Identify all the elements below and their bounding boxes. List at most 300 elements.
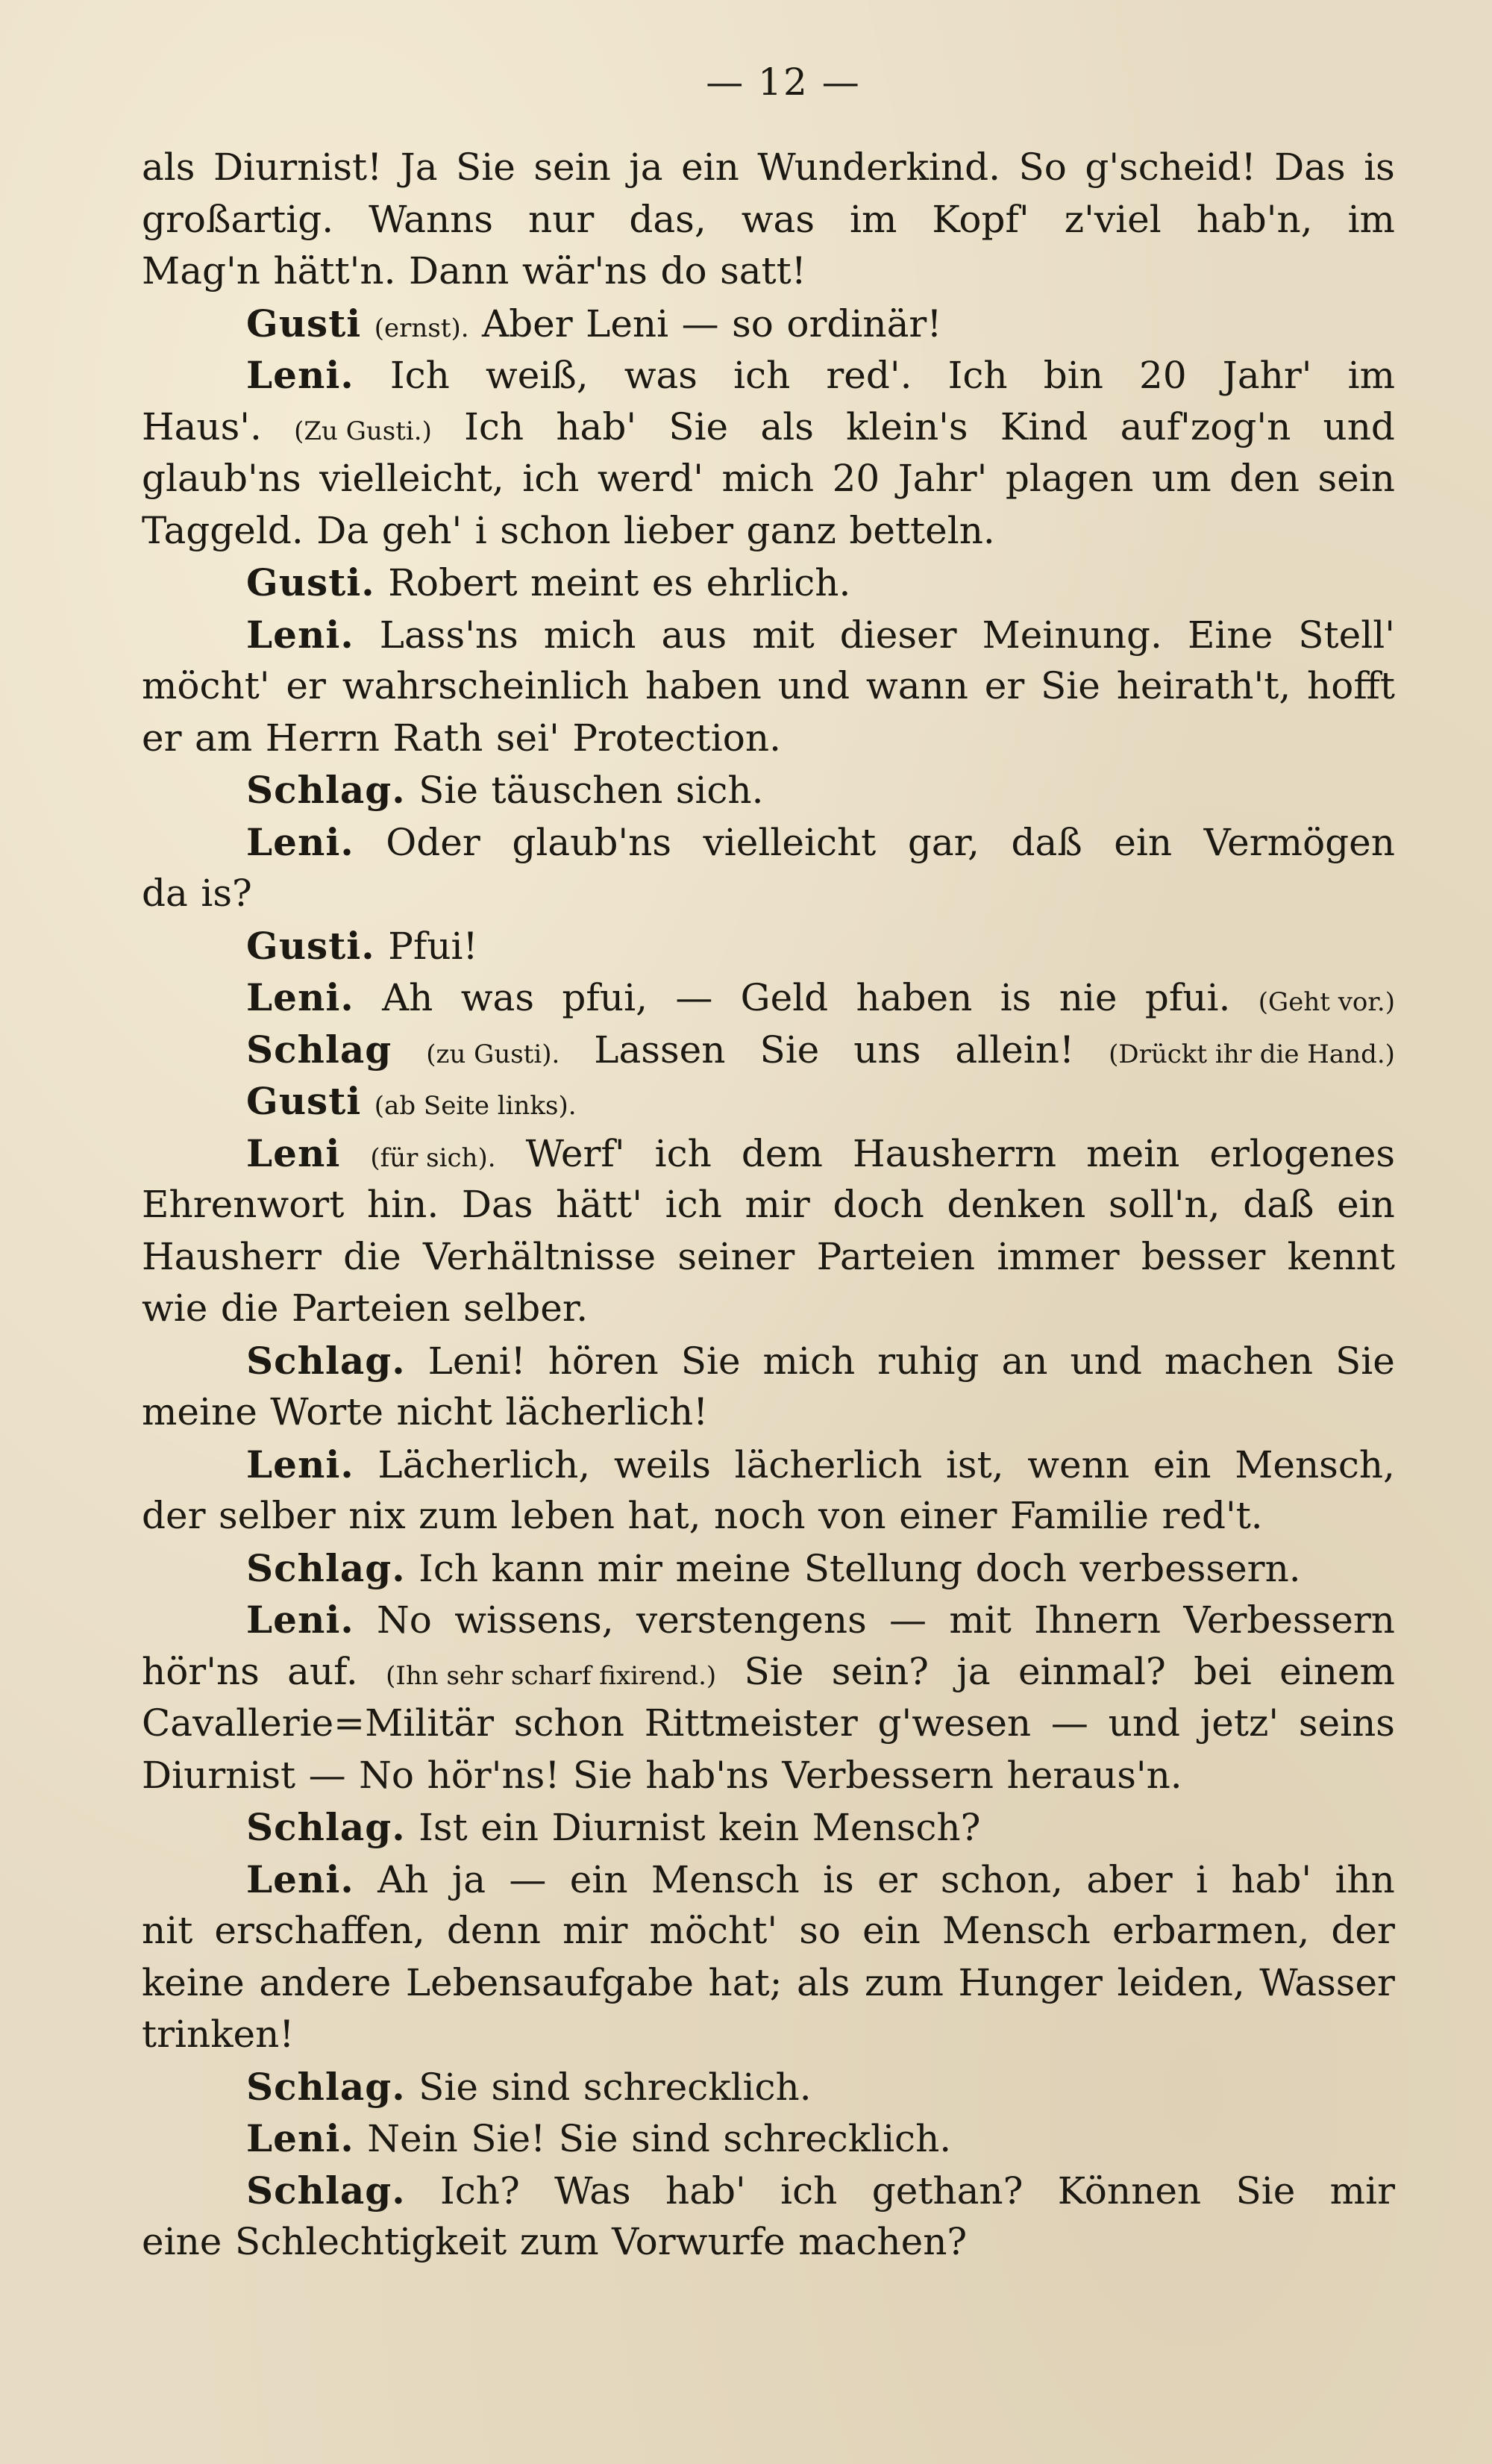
word: Können bbox=[1057, 2168, 1202, 2213]
word: Oder bbox=[386, 820, 480, 864]
text-line bbox=[142, 349, 1395, 401]
word: möcht' bbox=[142, 664, 270, 707]
text-line bbox=[142, 1231, 1395, 1283]
word: mir bbox=[562, 1909, 628, 1952]
word: die bbox=[343, 1234, 401, 1278]
word: ein bbox=[862, 1909, 921, 1952]
word: sind bbox=[631, 2117, 710, 2160]
word: Sie bbox=[456, 146, 515, 189]
text-line bbox=[142, 868, 1395, 920]
word: Protection. bbox=[572, 716, 781, 760]
word: i bbox=[474, 508, 487, 552]
word: Mensch, bbox=[1235, 1442, 1395, 1486]
word: heirath't, bbox=[1116, 664, 1291, 707]
word: hab' bbox=[665, 2168, 746, 2213]
word: von bbox=[818, 1494, 886, 1537]
word: glaub'ns bbox=[512, 820, 671, 864]
speaker-name: Schlag. bbox=[246, 2064, 406, 2109]
word: am bbox=[195, 716, 253, 760]
word: Sie bbox=[744, 1649, 804, 1693]
word: bei bbox=[1194, 1649, 1252, 1693]
text-line bbox=[142, 1750, 1395, 1802]
word: ist, bbox=[945, 1442, 1004, 1486]
text-line bbox=[142, 1801, 1395, 1854]
word: Sie bbox=[1335, 1339, 1395, 1383]
word: hat, bbox=[627, 1494, 701, 1537]
word: Da bbox=[316, 508, 369, 552]
word: besser bbox=[1141, 1234, 1266, 1278]
word: is? bbox=[201, 872, 252, 915]
word: Ich bbox=[389, 354, 450, 397]
word: selber bbox=[219, 1494, 336, 1537]
word: auf'zog'n bbox=[1120, 404, 1291, 448]
word: nicht bbox=[396, 1390, 492, 1433]
word: der bbox=[142, 1494, 206, 1537]
word: Herrn bbox=[265, 716, 380, 760]
word: im bbox=[1347, 197, 1395, 241]
text-line bbox=[142, 713, 1395, 765]
speaker-name: Leni. bbox=[246, 2116, 354, 2160]
stage-direction: (zu Gusti). bbox=[426, 1039, 560, 1069]
word: möcht' bbox=[649, 1909, 778, 1952]
word: im bbox=[850, 197, 897, 241]
word: lächerlich! bbox=[505, 1390, 709, 1433]
word: machen? bbox=[798, 2220, 968, 2263]
word: sind bbox=[491, 2065, 571, 2109]
word: sich. bbox=[675, 769, 764, 812]
speaker-name: Leni. bbox=[246, 1857, 354, 1901]
word: lächerlich bbox=[734, 1442, 923, 1486]
word: weiß, bbox=[485, 354, 589, 397]
word: haben bbox=[645, 664, 762, 707]
speaker-name: Leni. bbox=[246, 975, 354, 1019]
word: Parteien bbox=[816, 1234, 976, 1278]
text-line bbox=[142, 1439, 1395, 1491]
word: der bbox=[1331, 1909, 1395, 1952]
word: schon bbox=[500, 508, 611, 552]
word: Familie bbox=[1009, 1494, 1149, 1537]
word: was bbox=[624, 354, 698, 397]
word: is bbox=[1000, 976, 1032, 1019]
speaker-name: Gusti. bbox=[246, 923, 375, 968]
word: Ist bbox=[419, 1806, 468, 1849]
word: ich bbox=[780, 2168, 838, 2213]
word: als bbox=[760, 404, 814, 448]
speaker-name: Leni. bbox=[246, 819, 354, 864]
word: pfui, bbox=[562, 976, 648, 1019]
word: sein bbox=[1317, 457, 1395, 500]
word: und bbox=[1108, 1701, 1181, 1745]
word: leben bbox=[510, 1494, 615, 1537]
word: das, bbox=[629, 197, 706, 241]
word: — bbox=[889, 1598, 927, 1642]
word: Kopf' bbox=[932, 197, 1029, 241]
word: zum bbox=[519, 2220, 599, 2263]
word: — bbox=[1050, 1701, 1088, 1745]
word: mit bbox=[949, 1598, 1012, 1642]
word: Meinung. bbox=[982, 613, 1162, 657]
word: ihn bbox=[1335, 1857, 1395, 1901]
word: Ah bbox=[382, 976, 433, 1019]
word: doch bbox=[833, 1183, 924, 1226]
text-line bbox=[142, 1283, 1395, 1335]
word: wissens, bbox=[454, 1598, 614, 1642]
word: haben bbox=[856, 976, 973, 1019]
word: hab' bbox=[1231, 1857, 1312, 1901]
word: kann bbox=[491, 1546, 585, 1590]
word: doch bbox=[975, 1546, 1067, 1590]
word: hör'ns bbox=[142, 1649, 260, 1693]
word: Sie bbox=[419, 769, 479, 812]
word: Das bbox=[461, 1183, 533, 1226]
word: schrecklich. bbox=[723, 2117, 952, 2160]
word: meine bbox=[142, 1390, 257, 1433]
word: Was bbox=[554, 2168, 631, 2213]
word: Kind bbox=[1000, 404, 1088, 448]
word: ja bbox=[956, 1649, 991, 1693]
text-line bbox=[142, 1490, 1395, 1542]
word: wahrscheinlich bbox=[342, 664, 630, 707]
word: hören bbox=[548, 1339, 659, 1383]
text-line bbox=[142, 1128, 1395, 1180]
word: Mensch bbox=[942, 1909, 1091, 1952]
word: nur bbox=[528, 197, 595, 241]
word: betteln. bbox=[849, 508, 995, 552]
word: Ja bbox=[400, 146, 438, 189]
word: z'viel bbox=[1064, 197, 1162, 241]
word: selber. bbox=[463, 1286, 589, 1330]
word: Verbessern bbox=[782, 1753, 994, 1797]
word: zum bbox=[864, 1960, 944, 2004]
word: Hausherrn bbox=[852, 1131, 1057, 1175]
word: verstengens bbox=[636, 1598, 867, 1642]
word: Sie bbox=[1235, 2168, 1296, 2213]
word: nie bbox=[1059, 976, 1118, 1019]
word: mich bbox=[543, 613, 636, 657]
word: bin bbox=[1043, 354, 1103, 397]
word: g'scheid! bbox=[1085, 146, 1256, 189]
word: erbarmen, bbox=[1112, 1909, 1310, 1952]
word: Rath bbox=[392, 716, 483, 760]
word: Stell' bbox=[1298, 613, 1395, 657]
word: daß bbox=[1243, 1183, 1314, 1226]
word: noch bbox=[714, 1494, 806, 1537]
word: weils bbox=[613, 1442, 711, 1486]
word: klein's bbox=[846, 404, 968, 448]
word: so bbox=[799, 1909, 841, 1952]
word: Ich? bbox=[440, 2168, 520, 2213]
text-line bbox=[142, 1024, 1395, 1076]
word: — bbox=[509, 1857, 547, 1901]
word: ein bbox=[1114, 820, 1173, 864]
word: mir bbox=[597, 1546, 662, 1590]
word: hör'ns! bbox=[427, 1753, 560, 1797]
speaker-name: Schlag. bbox=[246, 1805, 406, 1849]
word: ich bbox=[522, 457, 580, 500]
word: Sie bbox=[668, 404, 729, 448]
word: seiner bbox=[677, 1234, 795, 1278]
word: nit bbox=[142, 1909, 193, 1952]
word: Ich bbox=[419, 1546, 479, 1590]
word: erlogenes bbox=[1209, 1131, 1395, 1175]
word: Mag'n bbox=[142, 249, 260, 293]
word: andere bbox=[259, 1960, 392, 2004]
text-line bbox=[142, 505, 1395, 557]
word: Das bbox=[1274, 146, 1346, 189]
word: 20 bbox=[832, 457, 880, 500]
word: denn bbox=[446, 1909, 541, 1952]
word: machen bbox=[1164, 1339, 1314, 1383]
text-line bbox=[142, 298, 1395, 350]
word: ordinär! bbox=[786, 301, 942, 345]
speaker-name: Leni. bbox=[246, 1442, 354, 1486]
word: ich bbox=[733, 354, 791, 397]
word: zum bbox=[419, 1494, 498, 1537]
word: soll'n, bbox=[1108, 1183, 1220, 1226]
word: aber bbox=[1086, 1857, 1173, 1901]
word: Worte bbox=[270, 1390, 383, 1433]
word: hab' bbox=[556, 404, 637, 448]
word: Werf' bbox=[525, 1131, 625, 1175]
word: da bbox=[142, 872, 188, 915]
word: dieser bbox=[839, 613, 957, 657]
word: einem bbox=[1279, 1649, 1395, 1693]
word: Wasser bbox=[1259, 1960, 1395, 2004]
word: was bbox=[741, 197, 815, 241]
word: an bbox=[1001, 1339, 1048, 1383]
word: Sie! bbox=[471, 2117, 546, 2160]
word: Vermögen bbox=[1203, 820, 1395, 864]
text-line bbox=[142, 660, 1395, 713]
speaker-name: Gusti bbox=[246, 301, 362, 345]
word: hab'ns bbox=[645, 1753, 769, 1797]
stage-direction: (Drückt ihr die Hand.) bbox=[1109, 1039, 1395, 1069]
word: sein? bbox=[831, 1649, 929, 1693]
word: es bbox=[651, 561, 694, 604]
text-line bbox=[142, 1957, 1395, 2010]
text-line bbox=[142, 453, 1395, 505]
word: pfui. bbox=[1144, 976, 1231, 1019]
word: is bbox=[1364, 146, 1395, 189]
speaker-name: Schlag bbox=[246, 1027, 392, 1072]
text-line bbox=[142, 1854, 1395, 1906]
word: und bbox=[1323, 404, 1395, 448]
word: Geld bbox=[740, 976, 829, 1019]
text-line bbox=[142, 2009, 1395, 2061]
word: glaub'ns bbox=[142, 457, 301, 500]
word: Taggeld. bbox=[142, 508, 304, 552]
word: seins bbox=[1298, 1701, 1395, 1745]
word: Lebensaufgabe bbox=[405, 1960, 694, 2004]
word: hofft bbox=[1307, 664, 1395, 707]
book-page bbox=[142, 45, 1395, 2433]
speaker-name: Leni. bbox=[246, 1598, 354, 1642]
word: plagen bbox=[1005, 457, 1134, 500]
word: Aber bbox=[482, 301, 573, 345]
word: Diurnist bbox=[551, 1806, 706, 1849]
word: dem bbox=[741, 1131, 823, 1175]
word: die bbox=[220, 1286, 279, 1330]
word: aus bbox=[661, 613, 727, 657]
page-number: — 12 — bbox=[706, 60, 861, 104]
word: Sie bbox=[558, 2117, 618, 2160]
word: Diurnist bbox=[142, 1753, 296, 1797]
word: hätt'n. bbox=[273, 249, 396, 293]
word: mein bbox=[1086, 1131, 1180, 1175]
word: — bbox=[308, 1753, 346, 1797]
word: den bbox=[1229, 457, 1300, 500]
word: hat; bbox=[708, 1960, 783, 2004]
text-line bbox=[142, 1386, 1395, 1439]
word: — bbox=[675, 976, 713, 1019]
word: täuschen bbox=[491, 769, 663, 812]
word: lieber bbox=[623, 508, 733, 552]
word: wenn bbox=[1027, 1442, 1130, 1486]
word: was bbox=[460, 976, 535, 1019]
word: schon, bbox=[940, 1857, 1063, 1901]
text-line bbox=[142, 557, 1395, 609]
word: mich bbox=[721, 457, 815, 500]
word: daß bbox=[1011, 820, 1082, 864]
word: ich bbox=[665, 1183, 722, 1226]
word: ich bbox=[654, 1131, 712, 1175]
word: is bbox=[823, 1857, 854, 1901]
word: Jahr' bbox=[897, 457, 988, 500]
word: mir bbox=[1329, 2168, 1395, 2213]
word: mich bbox=[762, 1339, 856, 1383]
word: wie bbox=[142, 1286, 208, 1330]
word: großartig. bbox=[142, 197, 334, 241]
word: nix bbox=[348, 1494, 406, 1537]
text-line bbox=[142, 609, 1395, 661]
word: ein bbox=[569, 1857, 628, 1901]
word: schrecklich. bbox=[583, 2065, 812, 2109]
word: verbessern. bbox=[1079, 1546, 1301, 1590]
word: er bbox=[984, 664, 1025, 707]
word: sein bbox=[533, 146, 611, 189]
word: geh' bbox=[381, 508, 463, 552]
text-line bbox=[142, 1179, 1395, 1231]
word: 20 bbox=[1139, 354, 1187, 397]
text-line bbox=[142, 764, 1395, 816]
word: und bbox=[1070, 1339, 1142, 1383]
word: denken bbox=[947, 1183, 1086, 1226]
speaker-name: Schlag. bbox=[246, 768, 406, 812]
word: heraus'n. bbox=[1006, 1753, 1182, 1797]
word: um bbox=[1152, 457, 1212, 500]
text-line bbox=[142, 1594, 1395, 1646]
word: g'wesen bbox=[877, 1701, 1032, 1745]
text-line bbox=[142, 1905, 1395, 1957]
word: ja bbox=[629, 146, 663, 189]
word: Mensch? bbox=[812, 1806, 981, 1849]
word: ruhig bbox=[877, 1339, 979, 1383]
word: Haus'. bbox=[142, 404, 262, 448]
word: allein! bbox=[955, 1028, 1075, 1072]
word: do bbox=[660, 249, 707, 293]
text-line bbox=[142, 142, 1395, 194]
word: Stellung bbox=[803, 1546, 963, 1590]
word: hin. bbox=[366, 1183, 439, 1226]
text-line bbox=[142, 920, 1395, 972]
word: Eine bbox=[1187, 613, 1273, 657]
word: Robert bbox=[388, 561, 518, 604]
word: red't. bbox=[1162, 1494, 1263, 1537]
word: Ich bbox=[947, 354, 1008, 397]
word: erschaffen, bbox=[214, 1909, 425, 1952]
word: als bbox=[142, 146, 195, 189]
word: Ah bbox=[377, 1857, 429, 1901]
speaker-name: Leni. bbox=[246, 612, 354, 657]
word: meine bbox=[675, 1546, 792, 1590]
word: er bbox=[286, 664, 326, 707]
word: ein bbox=[681, 146, 739, 189]
word: als bbox=[796, 1960, 850, 2004]
word: Diurnist! bbox=[213, 146, 383, 189]
word: Ehrenwort bbox=[142, 1183, 345, 1226]
speaker-name: Leni. bbox=[246, 353, 354, 397]
word: keine bbox=[142, 1960, 245, 2004]
stage-direction: (ernst). bbox=[374, 313, 469, 343]
word: Dann bbox=[409, 249, 510, 293]
word: Rittmeister bbox=[644, 1701, 858, 1745]
text-line bbox=[142, 2216, 1395, 2268]
word: Lassen bbox=[594, 1028, 726, 1072]
word: ein bbox=[480, 1806, 539, 1849]
word: satt! bbox=[720, 249, 806, 293]
word: hab'n, bbox=[1196, 197, 1313, 241]
word: hätt' bbox=[556, 1183, 643, 1226]
word: Wunderkind. bbox=[757, 146, 1001, 189]
word: kennt bbox=[1287, 1234, 1395, 1278]
word: Sie bbox=[759, 1028, 820, 1072]
stage-direction: (Zu Gusti.) bbox=[294, 416, 432, 446]
word: ehrlich. bbox=[706, 561, 851, 604]
speaker-name: Leni bbox=[246, 1131, 341, 1175]
speaker-name: Schlag. bbox=[246, 2168, 406, 2213]
word: Lächerlich, bbox=[377, 1442, 591, 1486]
speaker-name: Gusti bbox=[246, 1079, 362, 1123]
stage-direction: (Geht vor.) bbox=[1258, 987, 1395, 1017]
text-line bbox=[142, 1542, 1395, 1595]
text-line bbox=[142, 2113, 1395, 2165]
word: mit bbox=[752, 613, 815, 657]
word: Ich bbox=[464, 404, 524, 448]
word: und bbox=[777, 664, 850, 707]
word: jetz' bbox=[1200, 1701, 1279, 1745]
text-line bbox=[142, 972, 1395, 1024]
word: Wanns bbox=[369, 197, 494, 241]
text-line bbox=[142, 816, 1395, 869]
word: Nein bbox=[367, 2117, 458, 2160]
word: Vorwurfe bbox=[612, 2220, 786, 2263]
play-text bbox=[142, 142, 1395, 2268]
stage-direction: (für sich). bbox=[370, 1142, 496, 1173]
word: Jahr' bbox=[1222, 354, 1312, 397]
word: No bbox=[359, 1753, 414, 1797]
word: ein bbox=[1337, 1183, 1395, 1226]
word: auf. bbox=[287, 1649, 358, 1693]
word: vielleicht, bbox=[319, 457, 504, 500]
word: meint bbox=[530, 561, 639, 604]
word: — bbox=[681, 301, 719, 345]
stage-direction: (ab Seite links). bbox=[374, 1091, 577, 1121]
word: im bbox=[1347, 354, 1395, 397]
word: er bbox=[877, 1857, 918, 1901]
word: red'. bbox=[826, 354, 912, 397]
word: einer bbox=[899, 1494, 997, 1537]
word: ganz bbox=[746, 508, 836, 552]
